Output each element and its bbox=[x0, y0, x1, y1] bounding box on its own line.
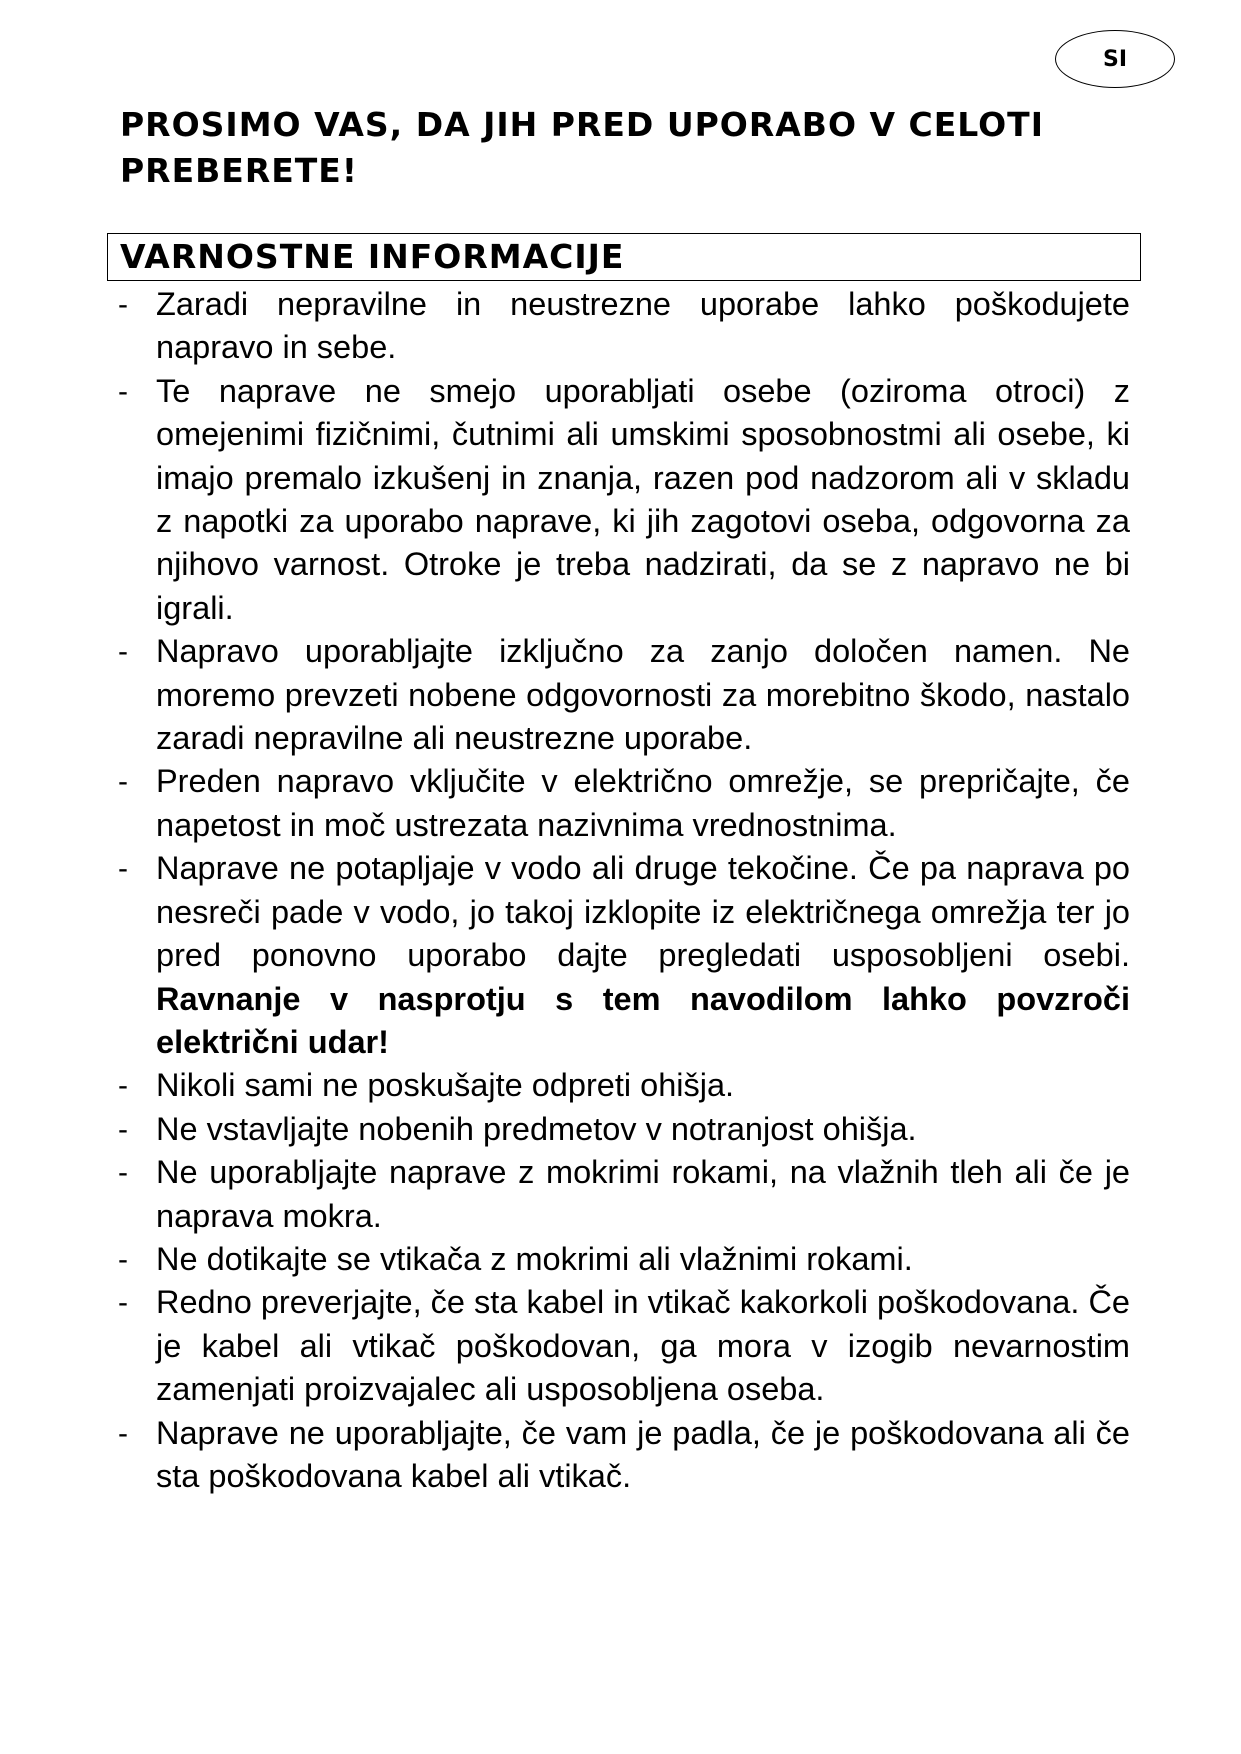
list-bullet: - bbox=[118, 288, 128, 321]
intro-heading: PROSIMO VAS, DA JIH PRED UPORABO V CELOTI PREBERETE! bbox=[120, 105, 1044, 190]
list-bullet: - bbox=[118, 1156, 128, 1190]
language-badge: SI bbox=[1055, 30, 1175, 88]
list-bullet: - bbox=[118, 1416, 128, 1450]
list-bullet: - bbox=[118, 765, 128, 799]
list-item bbox=[118, 1108, 1130, 1151]
list-item bbox=[118, 283, 1130, 370]
list-bullet: - bbox=[118, 635, 128, 669]
list-item bbox=[118, 370, 1130, 630]
list-item bbox=[118, 847, 1130, 1064]
list-item bbox=[118, 1281, 1130, 1411]
list-item bbox=[118, 630, 1130, 760]
list-bullet: - bbox=[118, 852, 128, 886]
list-item-text: Napravo uporabljajte izključno za zanjo določen namen. Ne moremo prevzeti nobene odgovornosti za morebitno škodo, nastalo zaradi nepravilne ali neustrezne uporabe. bbox=[156, 633, 1130, 757]
list-item-text: Redno preverjajte, če sta kabel in vtikač kakorkoli poškodovana. Če je kabel ali vtikač poškodovan, ga mora v izogib nevarnostim zamenjati proizvajalec ali usposobljena oseba. bbox=[156, 1284, 1130, 1408]
list-item-text: Te naprave ne smejo uporabljati osebe (oziroma otroci) z omejenimi fizičnimi, čutnimi ali umskimi sposobnostmi ali osebe, ki imajo premalo izkušenj in znanja, razen pod nadzorom ali v skladu z napotki za uporabo naprave, ki jih zagotovi oseba, odgovorna za njihovo varnost. Otroke je treba nadzirati, da se z napravo ne bi igrali. bbox=[156, 372, 1130, 626]
list-item bbox=[118, 760, 1130, 847]
list-item-text: Naprave ne uporabljajte, če vam je padla, če je poškodovana ali če sta poškodovana kabel ali vtikač. bbox=[156, 1414, 1130, 1494]
list-item bbox=[118, 1151, 1130, 1238]
warning-emphasis: Ravnanje v nasprotju s tem navodilom lahko povzroči električni udar! bbox=[156, 980, 1130, 1060]
list-item-text: Ne dotikajte se vtikača z mokrimi ali vlažnimi rokami. bbox=[156, 1240, 913, 1277]
list-item-text: Naprave ne potapljaje v vodo ali druge tekočine. Če pa naprava po nesreči pade v vodo, jo takoj izklopite iz električnega omrežja ter jo pred ponovno uporabo dajte pregledati usposobljeni osebi. Ravnanje v nasprotju s tem navodilom lahko povzroči električni udar! bbox=[156, 850, 1130, 1060]
list-item bbox=[118, 1064, 1130, 1107]
list-bullet: - bbox=[118, 1112, 128, 1146]
list-bullet: - bbox=[118, 1286, 128, 1320]
list-bullet: - bbox=[118, 1069, 128, 1103]
section-title: VARNOSTNE INFORMACIJE bbox=[120, 237, 625, 276]
list-item bbox=[118, 1238, 1130, 1281]
list-item-text: Nikoli sami ne poskušajte odpreti ohišja. bbox=[156, 1067, 735, 1104]
safety-list bbox=[118, 283, 1130, 1498]
list-item-text: Preden napravo vključite v električno omrežje, se prepričajte, če napetost in moč ustrezata nazivnima vrednostnima. bbox=[156, 763, 1130, 843]
list-item bbox=[118, 1412, 1130, 1499]
list-item-text: Zaradi nepravilne in neustrezne uporabe lahko poškodujete napravo in sebe. bbox=[156, 286, 1130, 366]
list-item-text: Ne vstavljajte nobenih predmetov v notranjost ohišja. bbox=[156, 1110, 917, 1147]
list-bullet: - bbox=[118, 1242, 128, 1276]
list-bullet: - bbox=[118, 374, 128, 408]
list-item-text: Ne uporabljajte naprave z mokrimi rokami, na vlažnih tleh ali če je naprava mokra. bbox=[156, 1154, 1130, 1234]
